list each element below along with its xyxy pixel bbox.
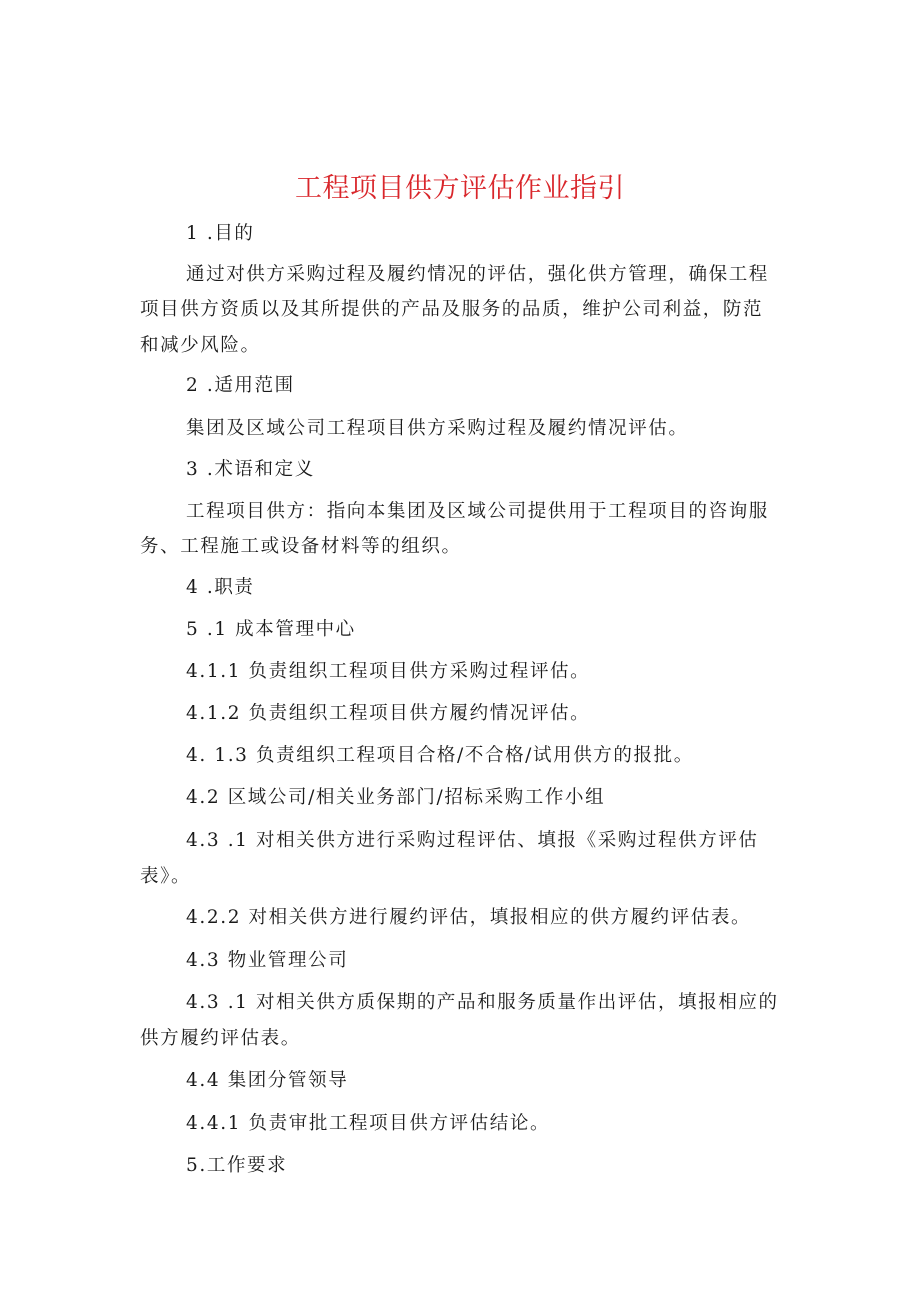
list-item-continuation: 供方履约评估表。 xyxy=(140,1028,301,1049)
list-item: 4.1.1 负责组织工程项目供方采购过程评估。 xyxy=(186,661,591,682)
paragraph-line: 通过对供方采购过程及履约情况的评估，强化供方管理，确保工程 xyxy=(186,264,769,285)
paragraph-line: 和减少风险。 xyxy=(140,335,261,356)
list-item: 4. 1.3 负责组织工程项目合格/不合格/试用供方的报批。 xyxy=(186,745,694,766)
list-item: 4.1.2 负责组织工程项目供方履约情况评估。 xyxy=(186,703,591,724)
paragraph-line: 务、工程施工或设备材料等的组织。 xyxy=(140,536,462,557)
list-item: 4.3 .1 对相关供方质保期的产品和服务质量作出评估，填报相应的 xyxy=(186,992,779,1013)
subheading-line: 4.2 区域公司/相关业务部门/招标采购工作小组 xyxy=(186,787,606,808)
subheading-line: 4.4 集团分管领导 xyxy=(186,1070,349,1091)
paragraph-line: 工程项目供方：指向本集团及区域公司提供用于工程项目的咨询服 xyxy=(186,501,769,522)
heading-2-scope: 2 .适用范围 xyxy=(186,375,295,396)
subheading-line: 5 .1 成本管理中心 xyxy=(186,619,356,640)
heading-1-purpose: 1 .目的 xyxy=(186,223,255,244)
document-title: 工程项目供方评估作业指引 xyxy=(295,173,625,204)
list-item: 4.2.2 对相关供方进行履约评估，填报相应的供方履约评估表。 xyxy=(186,907,752,928)
subheading-line: 4.3 物业管理公司 xyxy=(186,950,349,971)
paragraph-line: 项目供方资质以及其所提供的产品及服务的品质，维护公司利益，防范 xyxy=(140,299,764,320)
list-item: 4.3 .1 对相关供方进行采购过程评估、填报《采购过程供方评估 xyxy=(186,830,759,851)
heading-4-duties: 4 .职责 xyxy=(186,577,255,598)
heading-3-terms: 3 .术语和定义 xyxy=(186,459,315,480)
list-item: 4.4.1 负责审批工程项目供方评估结论。 xyxy=(186,1113,551,1134)
paragraph-line: 集团及区域公司工程项目供方采购过程及履约情况评估。 xyxy=(186,418,689,439)
list-item-continuation: 表》。 xyxy=(140,866,192,887)
heading-5-requirements: 5.工作要求 xyxy=(186,1155,288,1176)
